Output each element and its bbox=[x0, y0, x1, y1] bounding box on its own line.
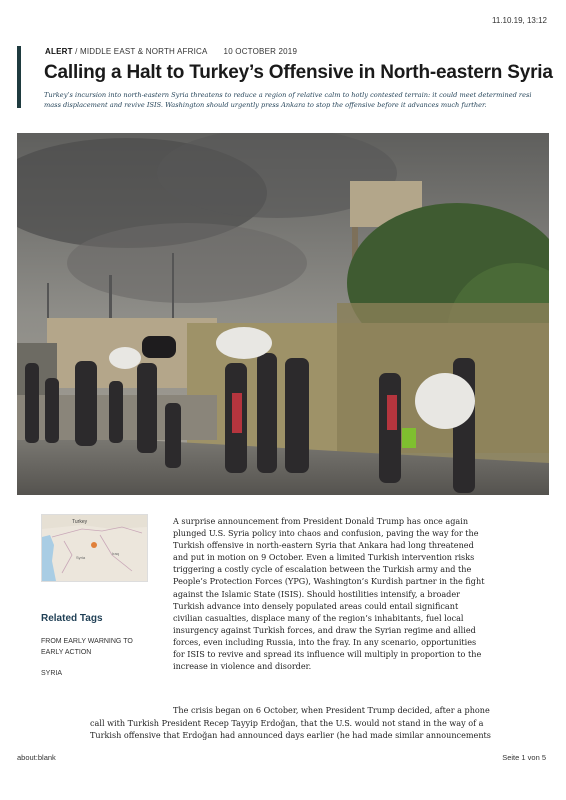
print-datetime: 11.10.19, 13:12 bbox=[491, 16, 547, 25]
text-line: call with Turkish President Recep Tayyip Erdoğan, that the U.S. would not stand in the way of a bbox=[90, 717, 484, 728]
accent-bar bbox=[17, 46, 21, 108]
location-map[interactable] bbox=[41, 514, 148, 582]
category-label[interactable]: ALERT bbox=[45, 47, 73, 56]
text-line: civilian casualties, displace many of the region’s inhabitants, fuel local bbox=[173, 612, 464, 623]
subtitle-line: Turkey’s incursion into north-eastern Syria threatens to reduce a region of relative calm to hotly contested terrain: it could meet determined resi bbox=[44, 91, 532, 99]
article-paragraph-1 bbox=[173, 515, 485, 672]
text-line: triggering a costly cycle of escalation between the Turkish army and the bbox=[173, 564, 472, 575]
publish-date: 10 OCTOBER 2019 bbox=[223, 47, 298, 56]
text-line: Turkish advance into densely populated areas could entail significant bbox=[173, 600, 459, 611]
text-line: forces, even including Russia, into the fray. In any scenario, opportunities bbox=[173, 636, 477, 647]
page-number: Seite 1 von 5 bbox=[502, 753, 546, 762]
article-paragraph-2 bbox=[90, 704, 510, 742]
tag-link-syria[interactable]: SYRIA bbox=[41, 670, 63, 677]
text-line: plunged U.S. Syria policy into chaos and confusion, paving the way for the bbox=[173, 528, 479, 539]
text-line: Turkish offensive in north-eastern Syria that Ankara had long threatened bbox=[173, 540, 474, 551]
text-line: Turkish offensive that Erdoğan had announced days earlier (he had made similar announcements bbox=[90, 730, 491, 741]
text-line: The crisis began on 6 October, when President Trump decided, after a phone bbox=[173, 705, 490, 715]
print-url: about:blank bbox=[17, 753, 56, 762]
text-line: against the Islamic State (ISIS). Should hostilities intensify, a broader bbox=[173, 588, 460, 599]
map-label-iraq: Iraq bbox=[112, 551, 119, 556]
subtitle-line: mass displacement and revive ISIS. Washington should urgently press Ankara to stop the offensive before it advances much further. bbox=[44, 101, 487, 109]
text-line: A surprise announcement from President Donald Trump has once again bbox=[173, 516, 469, 526]
related-tags-heading: Related Tags bbox=[41, 613, 103, 624]
hero-photo bbox=[17, 133, 549, 495]
text-line: and put in motion on 9 October. Even a limited Turkish intervention risks bbox=[173, 552, 475, 563]
text-line: insurgency against Turkish forces, and draw the Syrian regime and allied bbox=[173, 624, 476, 635]
map-label-syria: Syria bbox=[76, 555, 86, 560]
article-subtitle bbox=[44, 90, 550, 110]
article-meta bbox=[45, 47, 297, 56]
text-line: for ISIS to revive and spread its influence will multiply in proportion to the bbox=[173, 649, 482, 660]
region-label[interactable]: / MIDDLE EAST & NORTH AFRICA bbox=[75, 47, 208, 56]
map-label-turkey: Turkey bbox=[72, 519, 88, 525]
text-line: increase in violence and disorder. bbox=[173, 661, 312, 672]
text-line: People’s Protection Forces (YPG), Washington’s Kurdish partner in the fight bbox=[173, 576, 485, 587]
page-title: Calling a Halt to Turkey’s Offensive in North-eastern Syria bbox=[44, 62, 553, 83]
tag-link-early-warning[interactable]: FROM EARLY WARNING TO EARLY ACTION bbox=[41, 638, 133, 656]
